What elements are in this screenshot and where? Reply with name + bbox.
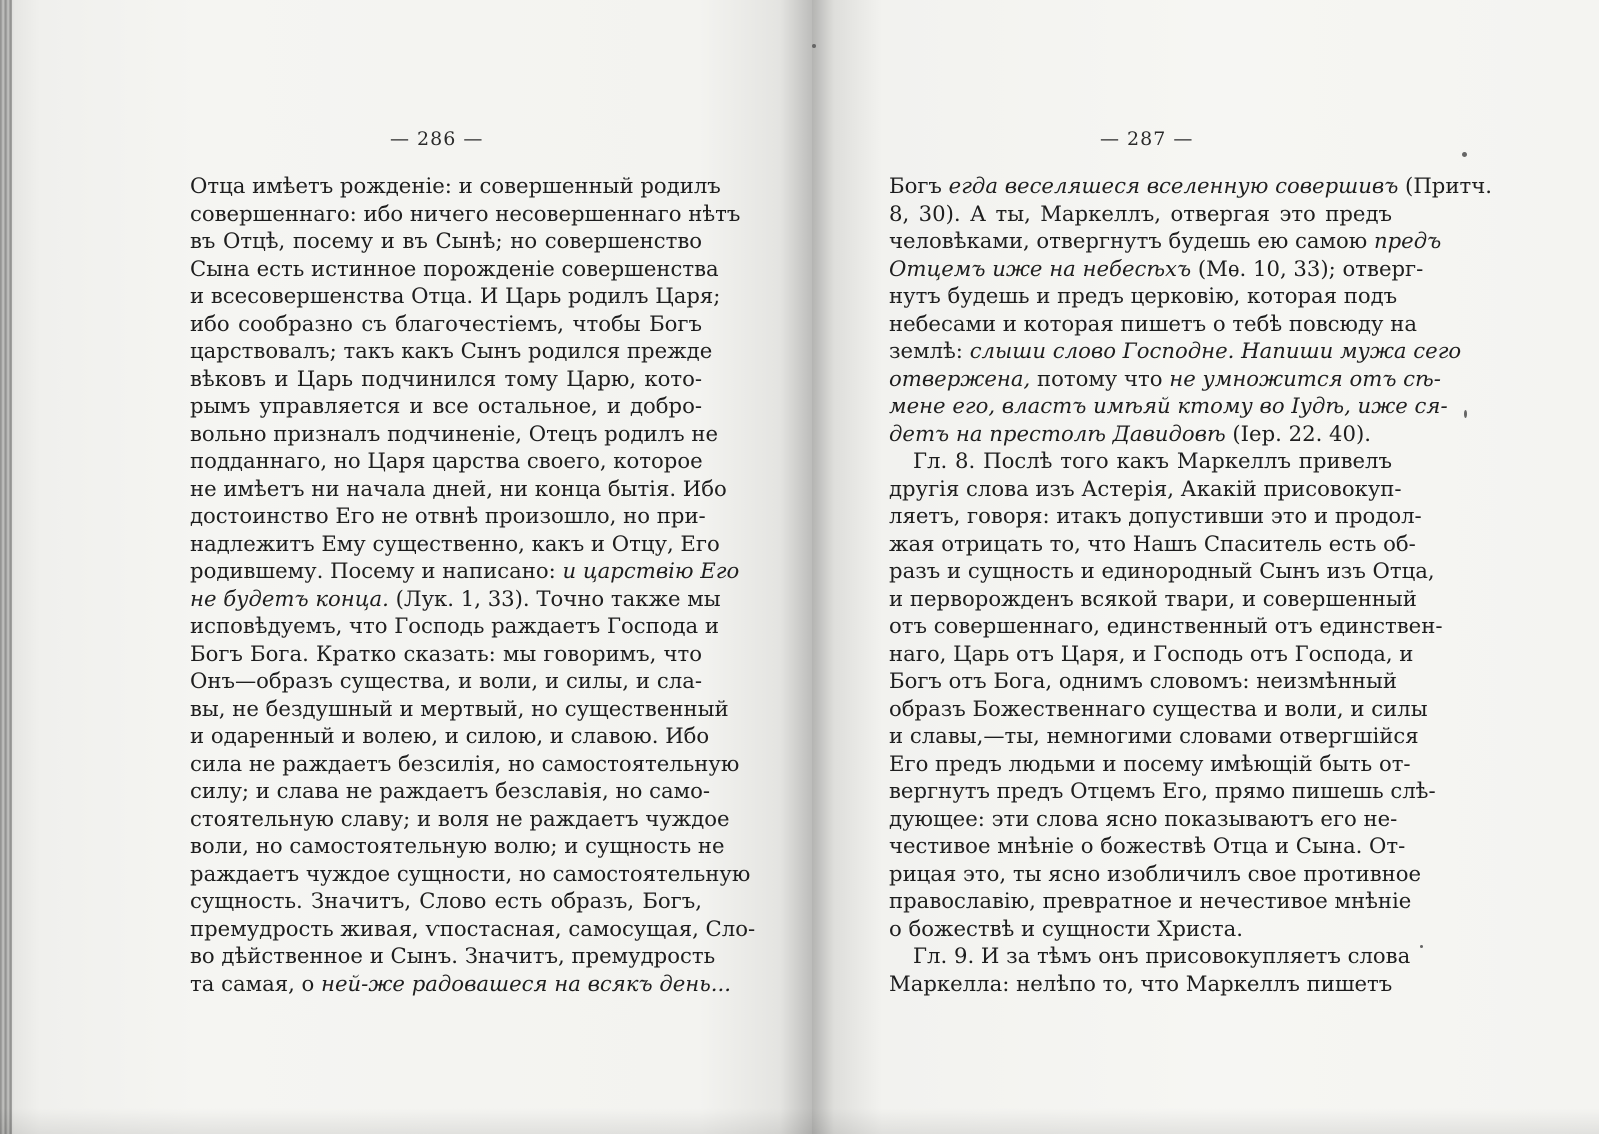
italic-quote: и царствію Его — [562, 558, 740, 583]
text-segment: разъ и сущность и единородный Сынъ изъ Отца, — [889, 558, 1435, 583]
text-line — [190, 832, 725, 860]
text-line — [889, 392, 1448, 420]
text-line — [190, 860, 751, 888]
text-segment: совершеннаго: ибо ничего несовершеннаго нѣтъ — [190, 200, 741, 226]
text-segment: достоинство Его не отвнѣ произошло, но при- — [190, 503, 706, 528]
text-segment: землѣ: — [889, 338, 970, 363]
italic-quote: детъ на престолѣ Давидовѣ — [889, 420, 1226, 446]
text-segment: честивое мнѣніе о божествѣ Отца и Сына. От- — [889, 833, 1406, 858]
text-segment: другія слова изъ Астерія, Акакій присовокуп- — [889, 475, 1402, 501]
text-line — [190, 227, 702, 255]
text-segment: Гл. 9. И за тѣмъ онъ присовокупляетъ слова — [913, 943, 1411, 968]
text-line — [889, 585, 1417, 613]
text-segment: та самая, о — [190, 970, 322, 996]
text-line — [889, 475, 1402, 503]
italic-quote: отвержена, — [889, 365, 1031, 391]
text-line — [190, 942, 716, 970]
text-line — [190, 200, 741, 228]
text-segment: царствовалъ; такъ какъ Сынъ родился прежде — [190, 338, 713, 363]
text-segment: исповѣдуемъ, что Господь раждаетъ Господа и — [190, 613, 720, 638]
text-segment: отъ совершеннаго, единственный отъ единствен- — [889, 613, 1443, 638]
text-segment: вы, не бездушный и мертвый, но существенный — [190, 695, 729, 721]
text-segment: (Притч. — [1398, 173, 1492, 198]
ink-speck — [1420, 945, 1423, 948]
text-segment: нутъ будешь и предъ церковію, которая подъ — [889, 283, 1398, 308]
text-line — [190, 557, 740, 585]
text-line — [889, 337, 1462, 365]
text-line — [889, 970, 1392, 998]
text-segment: во дѣйственное и Сынъ. Значитъ, премудрость — [190, 943, 716, 968]
text-segment: небесами и которая пишетъ о тебѣ повсюду на — [889, 310, 1417, 336]
text-segment: воли, но самостоятельную волю; и сущность не — [190, 833, 725, 858]
text-line — [190, 530, 720, 558]
text-segment: премудрость живая, ѵпостасная, самосущая, Сло- — [190, 915, 756, 941]
text-segment: дующее: эти слова ясно показываютъ его не- — [889, 805, 1398, 831]
italic-quote: предъ — [1373, 228, 1442, 253]
text-line — [190, 970, 731, 998]
text-line — [190, 255, 719, 283]
text-line — [889, 447, 1392, 475]
text-segment: вергнутъ предъ Отцемъ Его, прямо пишешь слѣ- — [889, 778, 1436, 803]
text-segment: Богъ Бога. Кратко сказать: мы говоримъ, что — [190, 640, 702, 666]
text-segment: и перворожденъ всякой твари, и совершенный — [889, 585, 1417, 611]
text-segment: наго, Царь отъ Царя, и Господь отъ Господа, и — [889, 640, 1414, 666]
text-line — [889, 860, 1422, 888]
text-segment: не имѣетъ ни начала дней, ни конца бытія. Ибо — [190, 475, 727, 501]
text-line — [190, 667, 702, 695]
left-text-block — [190, 172, 756, 997]
text-segment: человѣками, отвергнутъ будешь ею самою — [889, 228, 1374, 253]
text-line — [190, 640, 702, 668]
text-line — [190, 337, 713, 365]
text-line — [190, 612, 720, 640]
text-line — [889, 172, 1492, 200]
text-line — [889, 667, 1398, 695]
text-line — [190, 172, 721, 200]
ink-speck — [1464, 410, 1467, 418]
italic-quote: Отцемъ иже на небесѣхъ — [889, 255, 1192, 281]
text-line — [889, 420, 1392, 448]
text-segment: рымъ управляется и все остальное, и добро- — [190, 393, 702, 418]
text-line — [190, 282, 721, 310]
text-segment: стоятельную славу; и воля не раждаетъ чуждое — [190, 805, 730, 831]
text-segment: и славы,—ты, немногими словами отвергшійся — [889, 723, 1419, 748]
text-segment: ляетъ, говоря: итакъ допустивши это и продол- — [889, 503, 1422, 528]
text-line — [889, 915, 1392, 943]
text-segment: Богъ — [889, 173, 949, 198]
text-line — [889, 722, 1419, 750]
text-segment: сущность. Значитъ, Слово есть образъ, Богъ, — [190, 888, 702, 913]
text-line — [889, 530, 1416, 558]
italic-quote: слыши слово Господне. Напиши мужа сего — [969, 338, 1462, 363]
text-segment: родившему. Посему и написано: — [190, 558, 563, 583]
text-line — [190, 695, 729, 723]
ink-speck — [812, 44, 816, 48]
text-segment: Маркелла: нелѣпо то, что Маркеллъ пишетъ — [889, 970, 1393, 996]
text-segment: и всесовершенства Отца. И Царь родилъ Царя; — [190, 283, 721, 308]
italic-quote: ней-же радовашеся на всякъ день... — [321, 970, 731, 996]
text-segment: вѣковъ и Царь подчинился тому Царю, кото- — [190, 365, 702, 391]
text-segment: образъ Божественнаго существа и воли, и силы — [889, 695, 1428, 721]
text-segment: вольно призналъ подчиненіе, Отецъ родилъ не — [190, 420, 718, 446]
text-segment: 8, 30). А ты, Маркеллъ, отвергая это предъ — [889, 200, 1392, 226]
italic-quote: не будетъ конца. — [190, 585, 389, 611]
text-segment: Отца имѣетъ рожденіе: и совершенный родилъ — [190, 173, 721, 198]
text-line — [190, 420, 718, 448]
text-line — [889, 695, 1428, 723]
text-line — [889, 227, 1442, 255]
text-line — [889, 255, 1424, 283]
text-segment: подданнаго, но Царя царства своего, которое — [190, 448, 703, 473]
text-line — [889, 612, 1443, 640]
text-line — [190, 502, 706, 530]
italic-quote: егда веселяшеся вселенную совершивъ — [948, 173, 1399, 198]
right-text-block — [889, 172, 1492, 997]
text-line — [889, 200, 1392, 228]
text-segment: и одаренный и волею, и силою, и славою. Ибо — [190, 723, 710, 748]
text-segment: Онъ—образъ существа, и воли, и силы, и сла- — [190, 668, 702, 693]
text-segment: православію, превратное и нечестивое мнѣніе — [889, 888, 1412, 913]
ink-speck — [1462, 152, 1467, 157]
text-segment: надлежитъ Ему существенно, какъ и Отцу, Его — [190, 530, 720, 556]
text-line — [190, 365, 702, 393]
italic-quote: не умножится отъ сѣ- — [1169, 365, 1441, 391]
text-line — [889, 282, 1398, 310]
page-edges — [0, 0, 12, 1134]
page-number: — 287 — — [1100, 128, 1194, 150]
text-segment: Сына есть истинное порожденіе совершенства — [190, 255, 719, 281]
text-segment: сила не раждаетъ безсилія, но самостоятельную — [190, 750, 740, 776]
text-segment: Богъ отъ Бога, однимъ словомъ: неизмѣнный — [889, 668, 1398, 693]
text-line — [889, 557, 1435, 585]
text-line — [190, 777, 710, 805]
text-segment: Его предъ людьми и посему имѣющій быть от- — [889, 750, 1411, 776]
text-line — [889, 365, 1441, 393]
text-line — [190, 475, 727, 503]
page-number: — 286 — — [390, 128, 484, 150]
text-line — [190, 392, 702, 420]
text-segment: рицая это, ты ясно изобличилъ свое противное — [889, 860, 1422, 886]
text-segment: Гл. 8. Послѣ того какъ Маркеллъ привелъ — [913, 448, 1392, 473]
page-shadow — [0, 1108, 812, 1134]
text-line — [190, 447, 702, 475]
text-line — [889, 750, 1411, 778]
text-line — [190, 722, 710, 750]
text-line — [889, 832, 1406, 860]
text-segment: (Мѳ. 10, 33); отверг- — [1191, 255, 1424, 281]
text-segment: (Іер. 22. 40). — [1225, 420, 1372, 446]
text-segment: потому что — [1030, 365, 1170, 391]
right-page — [812, 0, 1599, 1134]
text-line — [889, 777, 1436, 805]
text-line — [190, 805, 730, 833]
text-line — [190, 750, 740, 778]
text-segment: въ Отцѣ, посему и въ Сынѣ; но совершенство — [190, 228, 702, 253]
page-shadow — [812, 1108, 1599, 1134]
text-line — [889, 640, 1414, 668]
text-line — [889, 310, 1417, 338]
text-line — [889, 805, 1398, 833]
italic-quote: мене его, властъ имѣяй ктому во Іудѣ, иже ся- — [889, 393, 1448, 418]
text-segment: (Лук. 1, 33). Точно также мы — [388, 585, 721, 611]
text-line — [190, 887, 702, 915]
text-line — [889, 942, 1411, 970]
text-line — [190, 915, 756, 943]
text-line — [889, 502, 1422, 530]
text-line — [190, 310, 702, 338]
text-segment: ибо сообразно съ благочестіемъ, чтобы Богъ — [190, 310, 702, 336]
text-segment: жая отрицать то, что Нашъ Спаситель есть об- — [889, 530, 1416, 556]
text-segment: о божествѣ и сущности Христа. — [889, 915, 1243, 941]
text-segment: силу; и слава не раждаетъ безславія, но само- — [190, 778, 710, 803]
text-line — [190, 585, 721, 613]
text-segment: раждаетъ чуждое сущности, но самостоятельную — [190, 860, 751, 886]
text-line — [889, 887, 1412, 915]
